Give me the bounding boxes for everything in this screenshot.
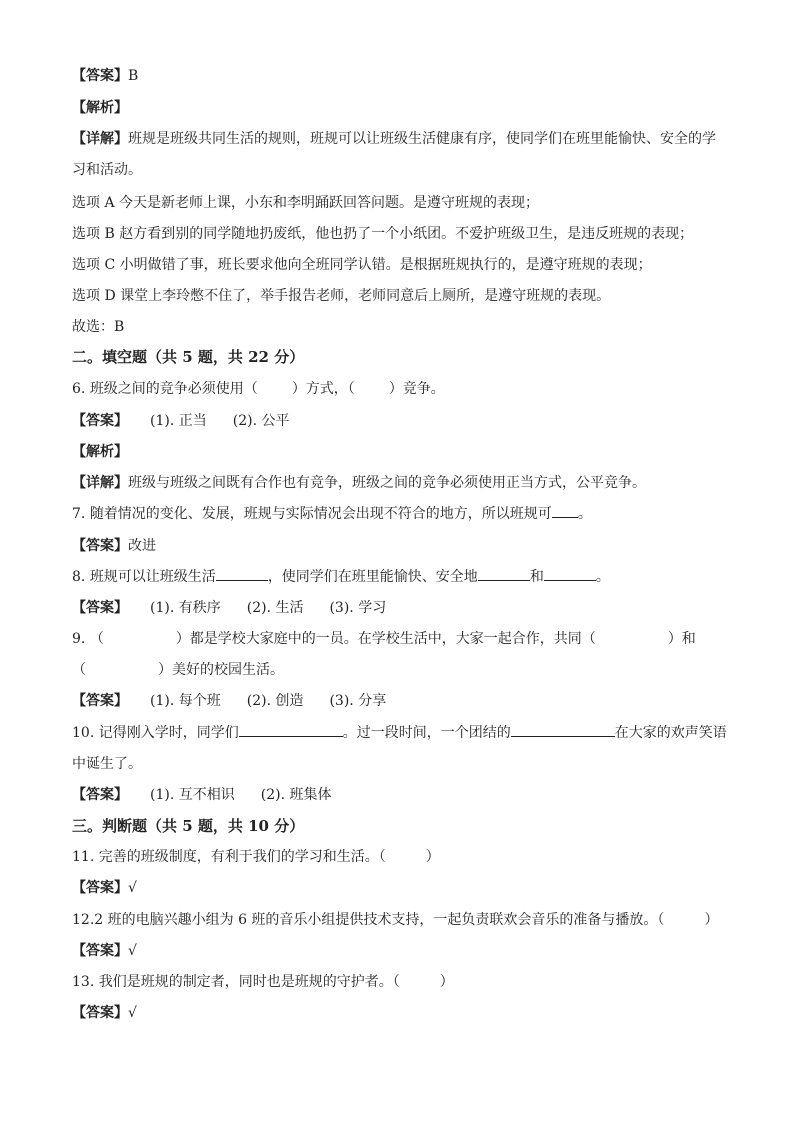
fill-blank xyxy=(239,724,343,737)
fill-blank xyxy=(216,568,268,581)
answer-value: B xyxy=(128,68,139,84)
question-10: 10. 记得刚入学时，同学们 。过一段时间，一个团结的 在大家的欢声笑语 xyxy=(72,725,727,741)
answer-line-6: 【答案】 (1). 正当 (2). 公平 xyxy=(72,413,290,429)
option-d-explanation: 选项 D 课堂上李玲憋不住了，举手报告老师，老师同意后上厕所，是遵守班规的表现。 xyxy=(72,288,611,304)
question-number: 6. xyxy=(72,381,86,397)
answer-line-13: 【答案】√ xyxy=(72,1005,137,1021)
question-11: 11. 完善的班级制度，有利于我们的学习和生活。（ ） xyxy=(72,849,440,865)
question-12: 12.2 班的电脑兴趣小组为 6 班的音乐小组提供技术支持，一起负责联欢会音乐的准备与播放。（ ） xyxy=(72,912,719,928)
fill-blank xyxy=(511,724,615,737)
question-8: 8. 班规可以让班级生活 ，使同学们在班里能愉快、安全地 和 。 xyxy=(72,569,610,585)
conclusion-line: 故选：B xyxy=(72,319,125,335)
fill-blank xyxy=(478,568,530,581)
answer-line-12: 【答案】√ xyxy=(72,943,137,959)
question-7: 7. 随着情况的变化、发展，班规与实际情况会出现不符合的地方，所以班规可 。 xyxy=(72,506,592,522)
detail-line-6: 【详解】班级与班级之间既有合作也有竞争，班级之间的竞争必须使用正当方式，公平竞争。 xyxy=(72,475,646,491)
option-b-explanation: 选项 B 赵方看到别的同学随地扔废纸，他也扔了一个小纸团。不爱护班级卫生，是违反班规的表现； xyxy=(72,226,694,242)
fill-blank xyxy=(552,505,578,518)
detail-tag: 【详解】 xyxy=(72,131,128,147)
answer-line-11: 【答案】√ xyxy=(72,880,137,896)
detail-text: 班规是班级共同生活的规则，班规可以让班级生活健康有序，使同学们在班里能愉快、安全的学习和活动。 xyxy=(72,131,716,178)
option-a-explanation: 选项 A 今天是新老师上课，小东和李明踊跃回答问题。是遵守班规的表现； xyxy=(72,195,540,211)
answer-line-9: 【答案】 (1). 每个班 (2). 创造 (3). 分享 xyxy=(72,693,387,709)
detail-paragraph xyxy=(72,124,726,186)
analysis-heading: 【解析】 xyxy=(72,444,128,460)
question-10-continued: 中诞生了。 xyxy=(72,756,142,772)
answer-tag: 【答案】 xyxy=(72,68,128,84)
answer-line-7: 【答案】改进 xyxy=(72,538,156,554)
section-2-title: 二。填空题（共 5 题，共 22 分） xyxy=(72,348,305,366)
question-9-continued: （ ）美好的校园生活。 xyxy=(72,662,284,678)
option-c-explanation: 选项 C 小明做错了事，班长要求他向全班同学认错。是根据班规执行的，是遵守班规的表现； xyxy=(72,257,652,273)
question-6: 6. 班级之间的竞争必须使用（ ）方式，（ ）竞争。 xyxy=(72,381,445,397)
answer-line-8: 【答案】 (1). 有秩序 (2). 生活 (3). 学习 xyxy=(72,600,387,616)
analysis-heading: 【解析】 xyxy=(72,100,128,116)
section-3-title: 三。判断题（共 5 题，共 10 分） xyxy=(72,817,305,835)
fill-blank xyxy=(544,568,596,581)
question-13: 13. 我们是班规的制定者，同时也是班规的守护者。（ ） xyxy=(72,974,454,990)
answer-line-5 xyxy=(72,67,138,85)
question-9: 9. （ ）都是学校大家庭中的一员。在学校生活中，大家一起合作，共同（ ）和 xyxy=(72,631,696,647)
answer-line-10: 【答案】 (1). 互不相识 (2). 班集体 xyxy=(72,787,332,803)
